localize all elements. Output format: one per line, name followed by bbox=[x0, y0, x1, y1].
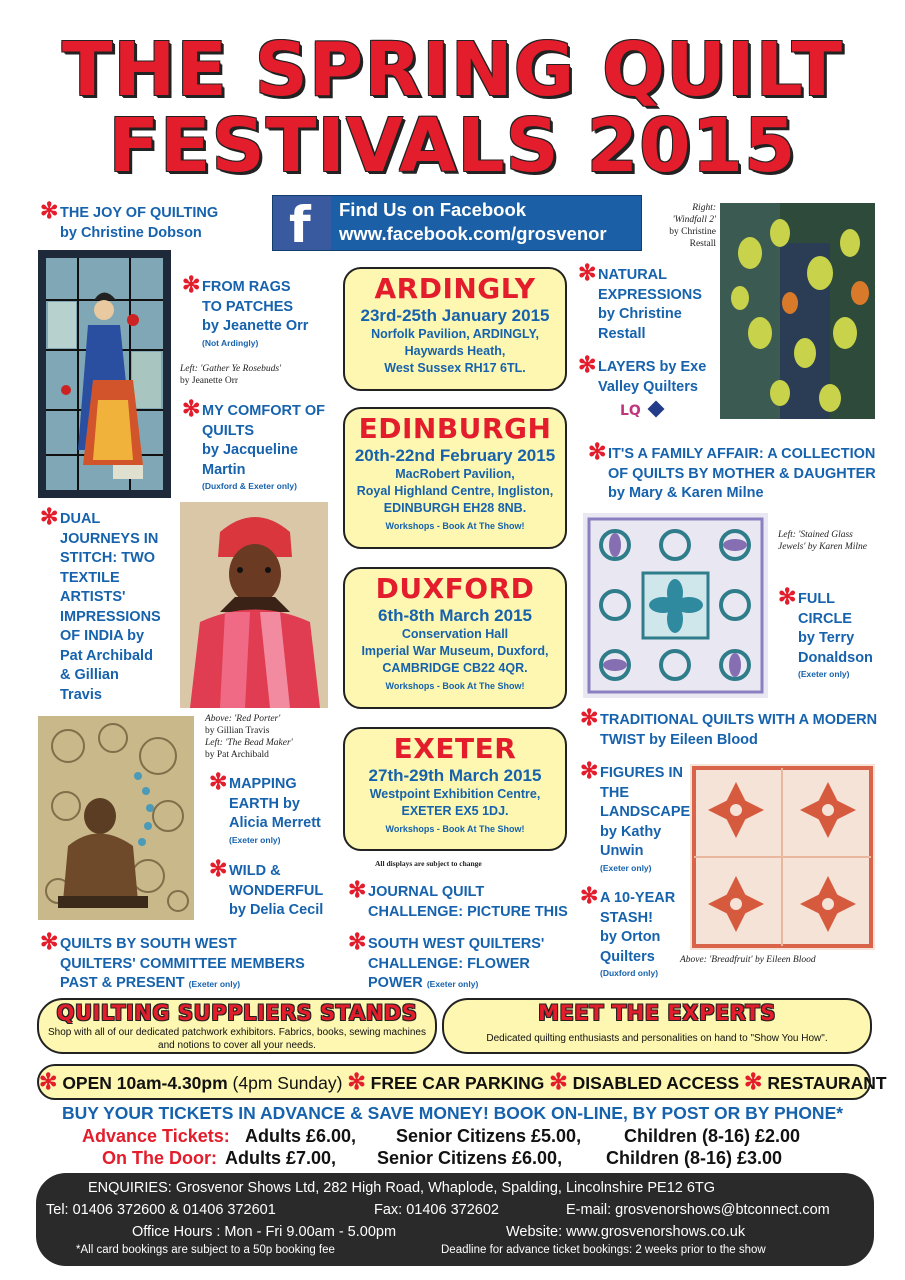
caption-red-porter: Above: 'Red Porter' by Gillian Travis Left: 'The Bead Maker' by Pat Archibald bbox=[205, 714, 293, 760]
enquiries-address: ENQUIRIES: Grosvenor Shows Ltd, 282 High Road, Whaplode, Spalding, Lincolnshire PE12 6TG bbox=[88, 1180, 716, 1196]
asterisk-icon: ✻ bbox=[348, 929, 367, 954]
venue-exeter: EXETER 27th-29th March 2015 Westpoint Exhibition Centre, EXETER EX5 1DJ. Workshops - Book At The Show! bbox=[343, 727, 567, 851]
asterisk-icon: ✻ bbox=[549, 1069, 568, 1094]
facebook-url[interactable]: www.facebook.com/grosvenor bbox=[339, 223, 607, 244]
page-title-line-1: THE SPRING QUILT bbox=[61, 27, 844, 113]
asterisk-icon: ✻ bbox=[778, 584, 797, 609]
feature-journal-quilt: ✻ JOURNAL QUILT CHALLENGE: PICTURE THIS bbox=[348, 877, 568, 920]
image-the-bead-maker bbox=[38, 716, 194, 920]
image-breadfruit bbox=[690, 764, 875, 950]
asterisk-icon: ✻ bbox=[209, 769, 228, 794]
asterisk-icon: ✻ bbox=[578, 352, 597, 377]
booking-fee-note: *All card bookings are subject to a 50p booking fee bbox=[76, 1244, 335, 1256]
asterisk-icon: ✻ bbox=[182, 396, 201, 421]
enquiries-tel[interactable]: Tel: 01406 372600 & 01406 372601 bbox=[46, 1202, 276, 1218]
asterisk-icon: ✻ bbox=[209, 856, 228, 881]
deadline-note: Deadline for advance ticket bookings: 2 weeks prior to the show bbox=[441, 1244, 766, 1256]
asterisk-icon: ✻ bbox=[40, 198, 59, 223]
asterisk-icon: ✻ bbox=[580, 705, 599, 730]
asterisk-icon: ✻ bbox=[40, 929, 59, 954]
asterisk-icon: ✻ bbox=[578, 260, 597, 285]
meet-the-experts-banner: MEET THE EXPERTS Dedicated quilting enthusiasts and personalities on hand to "Show You How". bbox=[442, 998, 872, 1054]
asterisk-icon: ✻ bbox=[588, 439, 607, 464]
enquiries-fax: Fax: 01406 372602 bbox=[374, 1202, 499, 1218]
feature-layers: ✻ LAYERS by Exe Valley Quilters bbox=[578, 352, 707, 395]
asterisk-icon: ✻ bbox=[347, 1069, 366, 1094]
feature-mapping-earth: ✻ MAPPING EARTH by Alicia Merrett (Exeter only) bbox=[209, 769, 321, 845]
venue-edinburgh: EDINBURGH 20th-22nd February 2015 MacRobert Pavilion, Royal Highland Centre, Ingliston, EDINBURGH EH28 8NB. Workshops - Book At The Show! bbox=[343, 407, 567, 549]
feature-joy-of-quilting: ✻ THE JOY OF QUILTING by Christine Dobson bbox=[40, 198, 219, 241]
caption-windfall: Right: 'Windfall 2' by Christine Restall bbox=[669, 203, 716, 249]
caption-gather-ye-rosebuds: Left: 'Gather Ye Rosebuds' by Jeanette Orr bbox=[180, 364, 282, 386]
caption-stained-glass: Left: 'Stained Glass Jewels' by Karen Milne bbox=[778, 530, 868, 552]
asterisk-icon: ✻ bbox=[348, 877, 367, 902]
facilities-bar: ✻ OPEN 10am-4.30pm (4pm Sunday) ✻ FREE CAR PARKING ✻ DISABLED ACCESS ✻ RESTAURANT bbox=[37, 1064, 871, 1100]
feature-figures-in-landscape: ✻ FIGURES IN THE LANDSCAPE by Kathy Unwin (Exeter only) bbox=[580, 758, 691, 873]
svg-text:LQ: LQ bbox=[620, 403, 641, 419]
feature-my-comfort-of-quilts: ✻ MY COMFORT OF QUILTS by Jacqueline Martin (Duxford & Exeter only) bbox=[182, 396, 325, 491]
image-windfall bbox=[720, 203, 875, 419]
asterisk-icon: ✻ bbox=[182, 272, 201, 297]
asterisk-icon: ✻ bbox=[39, 1069, 58, 1094]
feature-from-rags-to-patches: ✻ FROM RAGS TO PATCHES by Jeanette Orr (Not Ardingly) bbox=[182, 272, 309, 348]
feature-south-west-committee: ✻ QUILTS BY SOUTH WEST QUILTERS' COMMITTEE MEMBERS PAST & PRESENT (Exeter only) bbox=[40, 929, 305, 991]
suppliers-title: QUILTING SUPPLIERS STANDS bbox=[56, 1001, 418, 1025]
displays-notice: All displays are subject to change bbox=[375, 859, 482, 868]
feature-traditional-quilts: ✻ TRADITIONAL QUILTS WITH A MODERN TWIST by Eileen Blood bbox=[580, 705, 878, 748]
asterisk-icon: ✻ bbox=[580, 883, 599, 908]
asterisk-icon: ✻ bbox=[580, 758, 599, 783]
facebook-heading: Find Us on Facebook bbox=[339, 199, 527, 220]
enquiries-website[interactable]: Website: www.grosvenorshows.co.uk bbox=[506, 1224, 746, 1240]
sponsor-logos-icon bbox=[620, 400, 668, 420]
tickets-headline: BUY YOUR TICKETS IN ADVANCE & SAVE MONEY! BOOK ON-LINE, BY POST OR BY PHONE* bbox=[61, 1103, 844, 1123]
enquiries-email[interactable]: E-mail: grosvenorshows@btconnect.com bbox=[566, 1202, 830, 1218]
experts-title: MEET THE EXPERTS bbox=[538, 1001, 776, 1025]
venue-ardingly: ARDINGLY 23rd-25th January 2015 Norfolk Pavilion, ARDINGLY, Haywards Heath, West Sussex RH17 6TL. bbox=[343, 267, 567, 391]
feature-full-circle: ✻ FULL CIRCLE by Terry Donaldson (Exeter only) bbox=[778, 584, 873, 679]
asterisk-icon: ✻ bbox=[744, 1069, 763, 1094]
enquiries-hours: Office Hours : Mon - Fri 9.00am - 5.00pm bbox=[132, 1224, 397, 1240]
feature-ten-year-stash: ✻ A 10-YEAR STASH! by Orton Quilters (Duxford only) bbox=[580, 883, 676, 978]
image-gather-ye-rosebuds bbox=[38, 250, 171, 498]
image-stained-glass-jewels bbox=[583, 513, 768, 698]
venue-duxford: DUXFORD 6th-8th March 2015 Conservation Hall Imperial War Museum, Duxford, CAMBRIDGE CB22 4QR. Workshops - Book At The Show! bbox=[343, 567, 567, 709]
image-red-porter bbox=[180, 502, 328, 708]
quilting-suppliers-banner: QUILTING SUPPLIERS STANDS Shop with all of our dedicated patchwork exhibitors. Fabrics, books, sewing machines and notions to cover all your needs. bbox=[37, 998, 437, 1054]
facebook-icon: f bbox=[273, 196, 331, 250]
feature-family-affair: ✻ IT'S A FAMILY AFFAIR: A COLLECTION OF QUILTS BY MOTHER & DAUGHTER by Mary & Karen Milne bbox=[588, 439, 876, 501]
feature-south-west-challenge: ✻ SOUTH WEST QUILTERS' CHALLENGE: FLOWER POWER (Exeter only) bbox=[348, 929, 545, 991]
caption-breadfruit: Above: 'Breadfruit' by Eileen Blood bbox=[680, 955, 816, 965]
asterisk-icon: ✻ bbox=[40, 504, 59, 529]
feature-wild-and-wonderful: ✻ WILD & WONDERFUL by Delia Cecil bbox=[209, 856, 324, 918]
enquiries-panel bbox=[36, 1173, 874, 1266]
facebook-banner[interactable] bbox=[272, 195, 642, 254]
feature-natural-expressions: ✻ NATURAL EXPRESSIONS by Christine Restall bbox=[578, 260, 702, 342]
feature-dual-journeys: ✻ DUAL JOURNEYS IN STITCH: TWO TEXTILE ARTISTS' IMPRESSIONS OF INDIA by Pat Archibald & Gillian Travis bbox=[40, 504, 161, 703]
page-title-line-2: FESTIVALS 2015 bbox=[108, 103, 797, 189]
